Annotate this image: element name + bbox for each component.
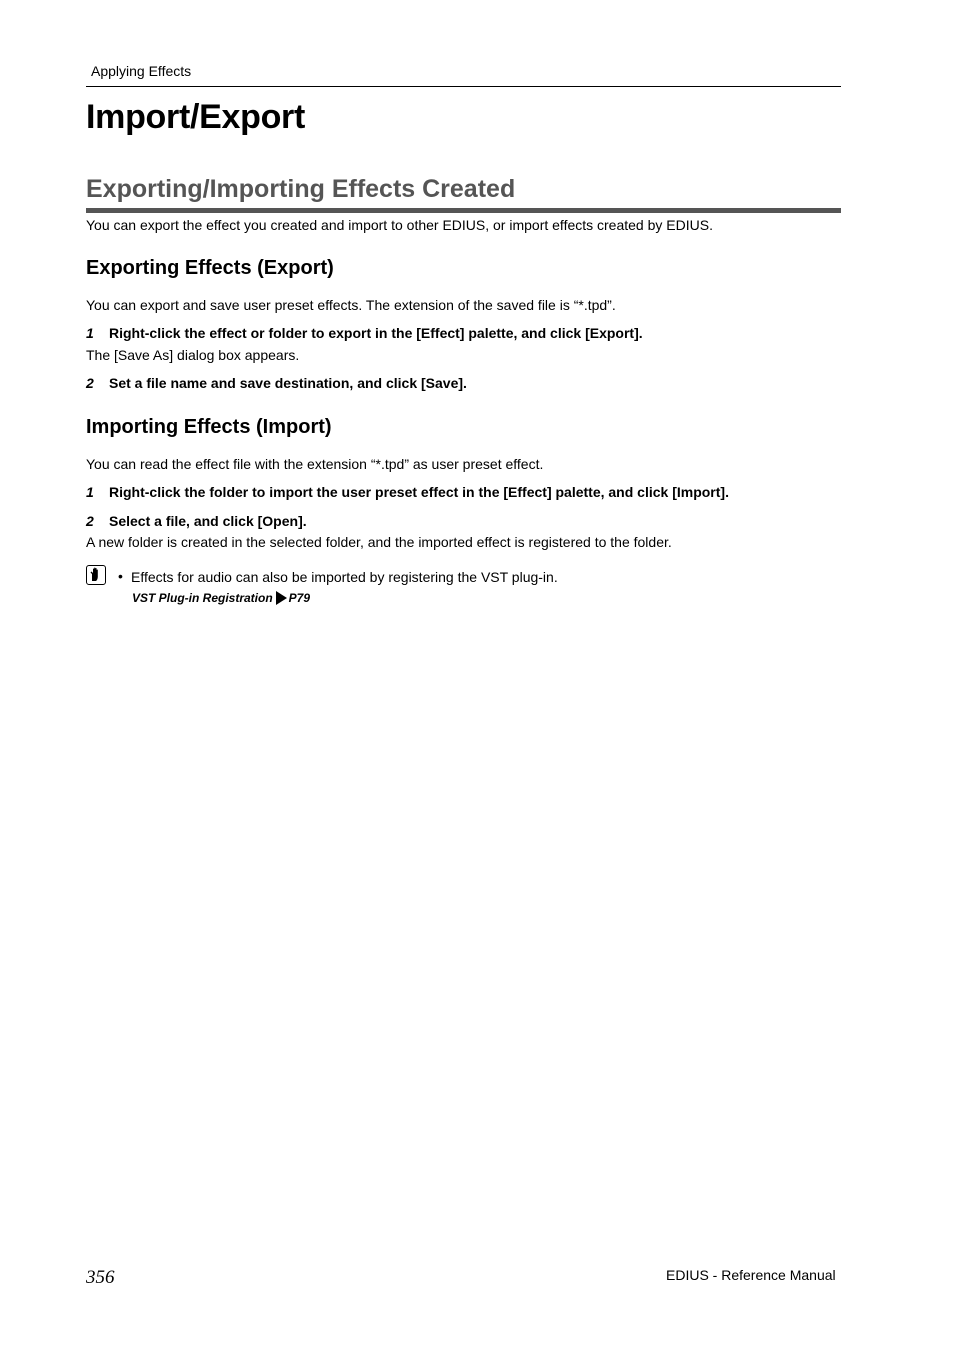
running-head: Applying Effects: [91, 63, 192, 79]
page-number: 356: [86, 1267, 115, 1288]
manual-title: EDIUS - Reference Manual: [666, 1267, 836, 1283]
step-number: 2: [86, 375, 94, 391]
cross-reference-link[interactable]: [132, 591, 310, 605]
import-heading: Importing Effects (Import): [86, 416, 332, 438]
xref-page: P79: [288, 591, 311, 605]
step-number: 2: [86, 513, 94, 529]
page-title: Import/Export: [86, 98, 305, 136]
section-rule: [86, 208, 841, 213]
export-heading: Exporting Effects (Export): [86, 257, 334, 279]
export-step-1: [86, 325, 643, 341]
step-text: Select a file, and click [Open].: [109, 513, 307, 529]
export-step-1-result: The [Save As] dialog box appears.: [86, 347, 300, 363]
export-step-2: [86, 375, 467, 391]
import-intro: You can read the effect file with the extension “*.tpd” as user preset effect.: [86, 456, 544, 472]
note-text: Effects for audio can also be imported by registering the VST plug-in.: [131, 569, 558, 585]
import-step-1: [86, 484, 729, 500]
step-text: Right-click the folder to import the user preset effect in the [Effect] palette, and click [Import].: [109, 484, 729, 500]
note-hand-icon: [86, 565, 106, 585]
step-text: Right-click the effect or folder to export in the [Effect] palette, and click [Export].: [109, 325, 643, 341]
header-rule: [86, 86, 841, 87]
import-step-2: [86, 513, 307, 529]
note-bullet: •: [118, 568, 123, 584]
step-number: 1: [86, 484, 94, 500]
import-step-2-result: A new folder is created in the selected folder, and the imported effect is registered to the folder.: [86, 534, 672, 550]
section-intro: You can export the effect you created and import to other EDIUS, or import effects created by EDIUS.: [86, 217, 713, 233]
export-intro: You can export and save user preset effects. The extension of the saved file is “*.tpd”.: [86, 297, 616, 313]
arrow-right-icon: [276, 591, 287, 605]
step-text: Set a file name and save destination, and click [Save].: [109, 375, 467, 391]
section-title: Exporting/Importing Effects Created: [86, 175, 516, 203]
step-number: 1: [86, 325, 94, 341]
xref-label: VST Plug-in Registration: [132, 591, 273, 605]
